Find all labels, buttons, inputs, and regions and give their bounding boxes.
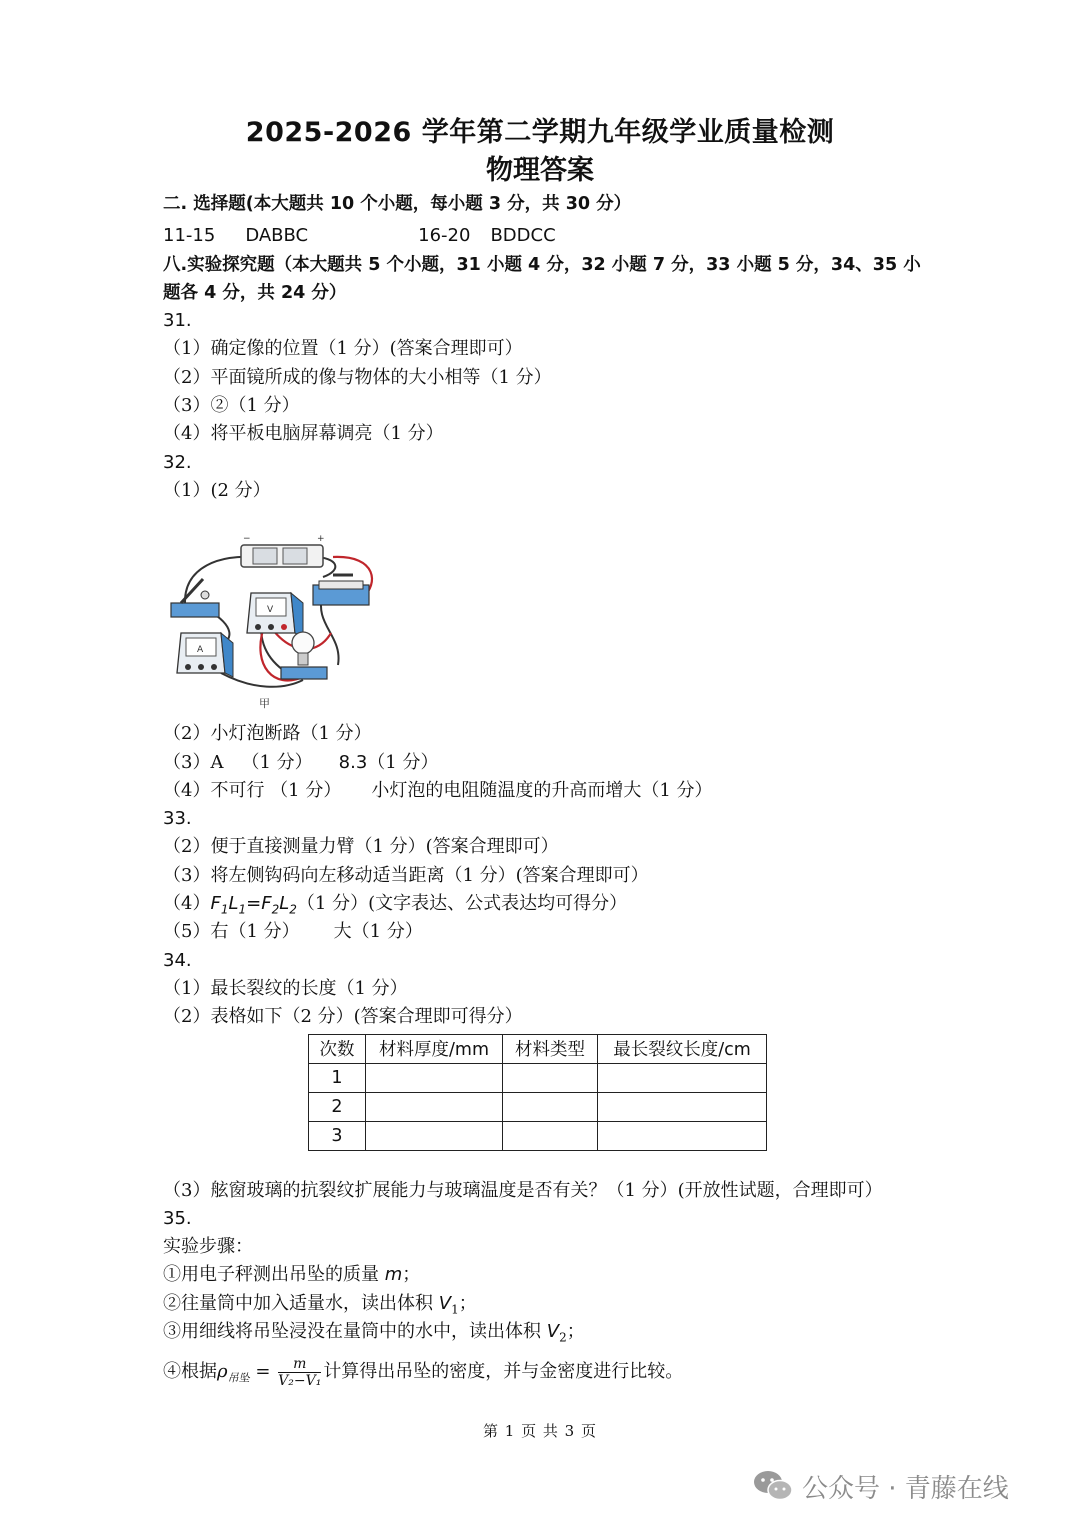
q33-answer-5-part1: （5）右（1 分） [163, 921, 300, 943]
q31-answer-1: （1）确定像的位置（1 分）(答案合理即可） [163, 338, 523, 360]
switch [171, 579, 219, 617]
q31-answer-3: （3）②（1 分） [163, 395, 300, 417]
table-cell [503, 1092, 598, 1121]
answer-content [163, 190, 923, 1394]
ammeter [177, 633, 233, 677]
table-cell [366, 1121, 503, 1150]
q35-step-1: ①用电子秤测出吊坠的质量 m； [163, 1264, 421, 1286]
circuit-illustration [163, 515, 383, 715]
q33-answer-4-suffix: （1 分）(文字表达、公式表达均可得分） [296, 893, 628, 915]
q34-answer-1: （1）最长裂纹的长度（1 分） [163, 977, 408, 999]
q32-answer-3-pts1: （1 分） [241, 751, 313, 773]
q32-answer-4-part2: 小灯泡的电阻随温度的升高而增大（1 分） [371, 779, 713, 801]
table-cell [598, 1121, 767, 1150]
voltmeter-label: V [267, 605, 274, 616]
choice-section-heading: 二. 选择题(本大题共 10 个小题，每小题 3 分，共 30 分） [163, 194, 632, 214]
q35-step-2: ②往量筒中加入适量水，读出体积 $V_1$； [163, 1292, 477, 1317]
q35-step-3: ③用细线将吊坠浸没在量筒中的水中，读出体积 $V_2$； [163, 1321, 585, 1345]
q31-number: 31. [163, 310, 192, 332]
voltmeter [247, 593, 303, 637]
q32-number: 32. [163, 451, 192, 473]
figure-label: 甲 [259, 697, 270, 711]
q35-number: 35. [163, 1207, 192, 1229]
q32-answer-3-value: 8.3 [338, 751, 368, 773]
q33-number: 33. [163, 808, 192, 830]
svg-text:+: + [317, 534, 325, 545]
battery-pack [241, 534, 325, 567]
q31-answer-4: （4）将平板电脑屏幕调亮（1 分） [163, 423, 444, 445]
table-cell [598, 1063, 767, 1092]
q33-answer-3: （3）将左侧钩码向左移动适当距离（1 分）(答案合理即可） [163, 864, 649, 886]
q35-step-4: ④根据$\rho_{吊坠}$ = $\frac{m}{\text{V₂−V₁}}$ 计算得出吊坠的密度，并与金密度进行比较。 [163, 1355, 684, 1389]
table-row [309, 1092, 767, 1121]
page-title: 2025-2026 学年第二学期九年级学业质量检测 [245, 117, 835, 148]
q34-answer-2: （2）表格如下（2 分）(答案合理即可得分） [163, 1006, 523, 1028]
rheostat [313, 575, 369, 605]
q32-answer-3 [163, 749, 923, 777]
choice-answers-1: DABBC [245, 225, 309, 247]
exp-section-heading-1: 八.实验探究题（本大题共 5 个小题，31 小题 4 分，32 小题 7 分，33 小题 5 分，34、35 小 [163, 254, 921, 275]
table-cell [366, 1092, 503, 1121]
q32-answer-3-pts2: （1 分） [367, 751, 439, 773]
table-cell [366, 1063, 503, 1092]
table-cell: 2 [309, 1092, 366, 1121]
choice-range-1: 11-15 [163, 225, 216, 247]
q32-answer-3-prefix: （3）A [163, 751, 224, 773]
table-header-row [309, 1034, 767, 1063]
q32-answer-1: （1）(2 分） [163, 479, 271, 501]
table-row [309, 1063, 767, 1092]
table-cell: 3 [309, 1121, 366, 1150]
table-header-cell: 次数 [309, 1034, 366, 1063]
svg-text:−: − [243, 534, 251, 545]
table-cell [598, 1092, 767, 1121]
formula-equals: = [246, 893, 262, 915]
rho-symbol: ρ [217, 1361, 228, 1383]
light-bulb [281, 632, 327, 679]
q33-answer-4-prefix: （4） [163, 893, 211, 915]
table-cell: 1 [309, 1063, 366, 1092]
table-header-cell: 材料类型 [503, 1034, 598, 1063]
q31-answer-2: （2）平面镜所成的像与物体的大小相等（1 分） [163, 366, 552, 388]
q33-answer-2: （2）便于直接测量力臂（1 分）(答案合理即可） [163, 836, 559, 858]
q35-steps-label: 实验步骤： [163, 1236, 253, 1258]
q32-answer-2: （2）小灯泡断路（1 分） [163, 723, 372, 745]
formula-F1: $F_1L_1$ [210, 893, 247, 917]
table-cell [503, 1063, 598, 1092]
page-footer: 第 1 页 共 3 页 [483, 1422, 597, 1440]
q32-answer-4 [163, 777, 923, 805]
choice-answers [163, 222, 923, 250]
table-header-cell: 最长裂纹长度/cm [598, 1034, 767, 1063]
q32-answer-4-part1: （4）不可行 （1 分） [163, 779, 342, 801]
data-table [308, 1034, 767, 1151]
circuit-diagram [163, 515, 923, 720]
choice-range-2: 16-20 [418, 225, 471, 247]
q33-answer-5 [163, 918, 923, 946]
q34-answer-3: （3）舷窗玻璃的抗裂纹扩展能力与玻璃温度是否有关？（1 分）(开放性试题，合理即可） [163, 1179, 883, 1201]
choice-answers-2: BDDCC [490, 225, 556, 247]
exp-section-heading-2: 题各 4 分，共 24 分） [163, 282, 347, 303]
table-row [309, 1121, 767, 1150]
page-subtitle: 物理答案 [486, 155, 594, 186]
table-header-cell: 材料厚度/mm [366, 1034, 503, 1063]
watermark-text: 公众号 · 青藤在线 [802, 1474, 1009, 1504]
q33-answer-4 [163, 890, 923, 918]
q34-number: 34. [163, 949, 192, 971]
formula-F2: $F_2L_2$ [261, 893, 297, 917]
wechat-icon [752, 1468, 794, 1504]
table-cell [503, 1121, 598, 1150]
watermark [752, 1466, 1062, 1506]
density-fraction: $\frac{m}{\text{V₂−V₁}}$ [278, 1355, 322, 1389]
ammeter-label: A [197, 645, 204, 656]
q33-answer-5-part2: 大（1 分） [333, 921, 423, 943]
